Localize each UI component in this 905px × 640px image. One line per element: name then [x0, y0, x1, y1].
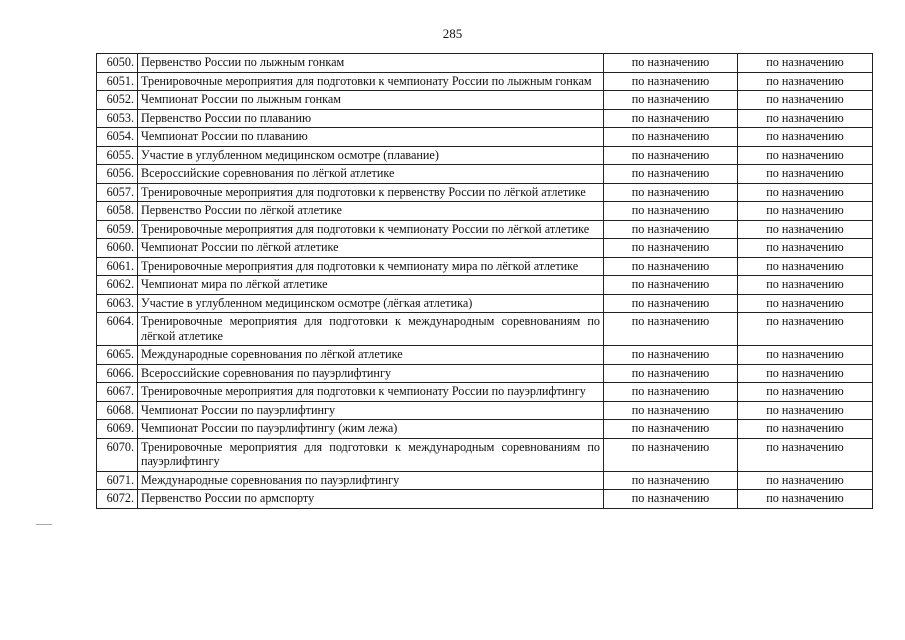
table-row [97, 165, 873, 184]
value-cell-2: по назначению [738, 54, 873, 73]
row-number: 6069. [97, 420, 138, 439]
value-cell-1: по назначению [604, 109, 738, 128]
table-row [97, 72, 873, 91]
table-row [97, 294, 873, 313]
table-row [97, 471, 873, 490]
event-name: Тренировочные мероприятия для подготовки к чемпионату мира по лёгкой атлетике [138, 257, 604, 276]
value-cell-1: по назначению [604, 490, 738, 509]
event-name: Тренировочные мероприятия для подготовки к чемпионату России по лёгкой атлетике [138, 220, 604, 239]
value-cell-1: по назначению [604, 383, 738, 402]
value-cell-2: по назначению [738, 420, 873, 439]
event-name: Первенство России по армспорту [138, 490, 604, 509]
value-cell-2: по назначению [738, 165, 873, 184]
value-cell-2: по назначению [738, 109, 873, 128]
event-name: Участие в углубленном медицинском осмотре (лёгкая атлетика) [138, 294, 604, 313]
row-number: 6051. [97, 72, 138, 91]
table-row [97, 128, 873, 147]
value-cell-2: по назначению [738, 220, 873, 239]
value-cell-2: по назначению [738, 401, 873, 420]
margin-mark [36, 524, 52, 525]
value-cell-1: по назначению [604, 146, 738, 165]
event-name: Всероссийские соревнования по лёгкой атлетике [138, 165, 604, 184]
table-row [97, 346, 873, 365]
value-cell-2: по назначению [738, 276, 873, 295]
table-row [97, 276, 873, 295]
row-number: 6062. [97, 276, 138, 295]
table-row [97, 239, 873, 258]
value-cell-2: по назначению [738, 239, 873, 258]
value-cell-1: по назначению [604, 72, 738, 91]
table-row [97, 91, 873, 110]
value-cell-1: по назначению [604, 420, 738, 439]
value-cell-2: по назначению [738, 72, 873, 91]
value-cell-1: по назначению [604, 346, 738, 365]
value-cell-1: по назначению [604, 165, 738, 184]
row-number: 6056. [97, 165, 138, 184]
table-row [97, 313, 873, 346]
value-cell-1: по назначению [604, 276, 738, 295]
value-cell-2: по назначению [738, 471, 873, 490]
value-cell-1: по назначению [604, 257, 738, 276]
value-cell-2: по назначению [738, 294, 873, 313]
row-number: 6072. [97, 490, 138, 509]
event-name: Тренировочные мероприятия для подготовки к чемпионату России по пауэрлифтингу [138, 383, 604, 402]
event-name: Тренировочные мероприятия для подготовки к первенству России по лёгкой атлетике [138, 183, 604, 202]
row-number: 6071. [97, 471, 138, 490]
table-row [97, 109, 873, 128]
value-cell-2: по назначению [738, 128, 873, 147]
row-number: 6052. [97, 91, 138, 110]
value-cell-1: по назначению [604, 128, 738, 147]
value-cell-1: по назначению [604, 471, 738, 490]
event-name: Чемпионат России по лыжным гонкам [138, 91, 604, 110]
value-cell-2: по назначению [738, 383, 873, 402]
event-name: Тренировочные мероприятия для подготовки к международным соревнованиям по лёгкой атлетике [138, 313, 604, 346]
value-cell-2: по назначению [738, 91, 873, 110]
value-cell-1: по назначению [604, 54, 738, 73]
event-name: Участие в углубленном медицинском осмотре (плавание) [138, 146, 604, 165]
table-row [97, 401, 873, 420]
table-body [97, 54, 873, 509]
row-number: 6058. [97, 202, 138, 221]
value-cell-2: по назначению [738, 313, 873, 346]
event-name: Чемпионат России по пауэрлифтингу [138, 401, 604, 420]
events-table [96, 53, 873, 509]
event-name: Тренировочные мероприятия для подготовки к международным соревнованиям по пауэрлифтингу [138, 438, 604, 471]
row-number: 6067. [97, 383, 138, 402]
row-number: 6050. [97, 54, 138, 73]
event-name: Первенство России по плаванию [138, 109, 604, 128]
row-number: 6059. [97, 220, 138, 239]
value-cell-2: по назначению [738, 490, 873, 509]
row-number: 6066. [97, 364, 138, 383]
row-number: 6061. [97, 257, 138, 276]
value-cell-2: по назначению [738, 257, 873, 276]
row-number: 6053. [97, 109, 138, 128]
event-name: Чемпионат мира по лёгкой атлетике [138, 276, 604, 295]
table-row [97, 220, 873, 239]
table-row [97, 202, 873, 221]
event-name: Чемпионат России по пауэрлифтингу (жим лежа) [138, 420, 604, 439]
table-row [97, 364, 873, 383]
table-row [97, 146, 873, 165]
event-name: Международные соревнования по лёгкой атлетике [138, 346, 604, 365]
value-cell-1: по назначению [604, 202, 738, 221]
event-name: Международные соревнования по пауэрлифтингу [138, 471, 604, 490]
value-cell-2: по назначению [738, 146, 873, 165]
value-cell-2: по назначению [738, 183, 873, 202]
row-number: 6065. [97, 346, 138, 365]
table-row [97, 490, 873, 509]
value-cell-1: по назначению [604, 91, 738, 110]
event-name: Первенство России по лёгкой атлетике [138, 202, 604, 221]
event-name: Чемпионат России по лёгкой атлетике [138, 239, 604, 258]
row-number: 6068. [97, 401, 138, 420]
event-name: Всероссийские соревнования по пауэрлифтингу [138, 364, 604, 383]
value-cell-1: по назначению [604, 183, 738, 202]
value-cell-1: по назначению [604, 438, 738, 471]
page-number: 285 [442, 26, 463, 41]
event-name: Тренировочные мероприятия для подготовки к чемпионату России по лыжным гонкам [138, 72, 604, 91]
table-row [97, 438, 873, 471]
event-name: Первенство России по лыжным гонкам [138, 54, 604, 73]
table-row [97, 54, 873, 73]
row-number: 6057. [97, 183, 138, 202]
table-row [97, 383, 873, 402]
table-row [97, 257, 873, 276]
table-row [97, 420, 873, 439]
value-cell-1: по назначению [604, 313, 738, 346]
value-cell-1: по назначению [604, 364, 738, 383]
value-cell-2: по назначению [738, 438, 873, 471]
table-row [97, 183, 873, 202]
event-name: Чемпионат России по плаванию [138, 128, 604, 147]
row-number: 6054. [97, 128, 138, 147]
value-cell-1: по назначению [604, 294, 738, 313]
row-number: 6055. [97, 146, 138, 165]
value-cell-1: по назначению [604, 239, 738, 258]
row-number: 6070. [97, 438, 138, 471]
row-number: 6060. [97, 239, 138, 258]
value-cell-1: по назначению [604, 220, 738, 239]
value-cell-2: по назначению [738, 202, 873, 221]
value-cell-2: по назначению [738, 346, 873, 365]
row-number: 6063. [97, 294, 138, 313]
value-cell-2: по назначению [738, 364, 873, 383]
value-cell-1: по назначению [604, 401, 738, 420]
row-number: 6064. [97, 313, 138, 346]
